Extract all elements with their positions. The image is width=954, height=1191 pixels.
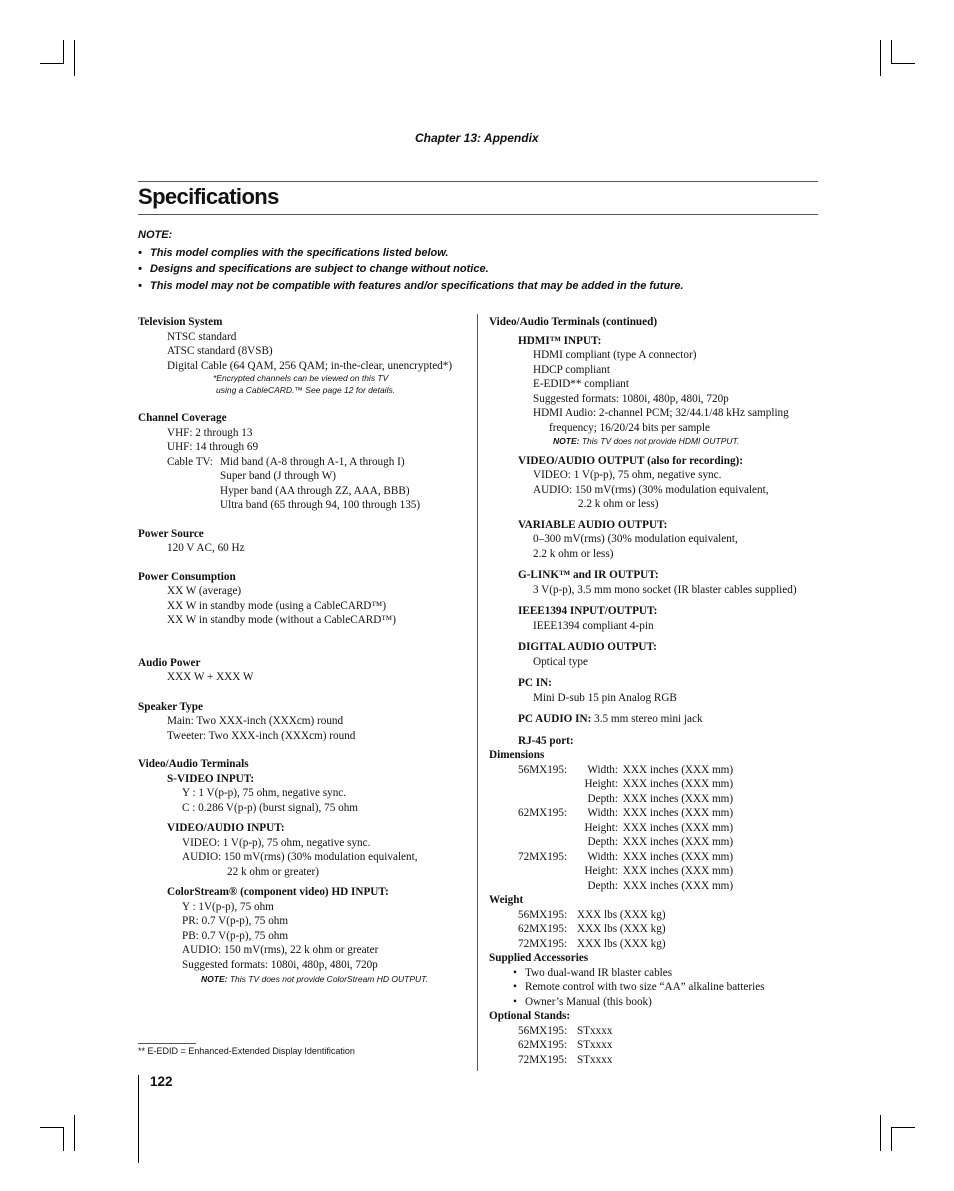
- crop-mark: [891, 1127, 892, 1151]
- dim-label: Depth:: [587, 836, 618, 848]
- spec-label: Cable TV:: [167, 455, 213, 468]
- dimension-row: [489, 792, 819, 807]
- model-label: 62MX195:: [518, 807, 568, 819]
- note-bullet-text: This model may not be compatible with features and/or specifications that may be added in the future.: [150, 280, 684, 292]
- subsection-heading: IEEE1394 INPUT/OUTPUT:: [518, 605, 658, 617]
- crop-mark: [63, 40, 64, 64]
- subsection-heading: VARIABLE AUDIO OUTPUT:: [518, 518, 668, 531]
- model-label: 72MX195:: [518, 937, 568, 950]
- note-bullet: • This model complies with the specifications listed below.: [138, 247, 449, 259]
- spec-line: VHF: 2 through 13: [167, 426, 253, 439]
- dimension-row: [489, 864, 819, 879]
- footnote: ** E-EDID = Enhanced-Extended Display Identification: [138, 1046, 355, 1056]
- spec-value: Mid band (A-8 through A-1, A through I): [220, 455, 405, 468]
- dim-value: XXX inches (XXX mm): [622, 792, 734, 805]
- spec-note: [489, 436, 819, 448]
- dim-label: Width:: [587, 763, 618, 776]
- dim-value: XXX inches (XXX mm): [622, 763, 734, 776]
- page-title: Specifications: [138, 184, 279, 209]
- chapter-label: Chapter 13: Appendix: [415, 131, 539, 145]
- spec-line: Super band (J through W): [220, 470, 336, 482]
- weight-value: XXX lbs (XXX kg): [577, 937, 666, 950]
- note-label: NOTE:: [201, 974, 228, 984]
- list-item: • Owner’s Manual (this book): [513, 995, 652, 1008]
- accessory-text: Owner’s Manual (this book): [525, 995, 652, 1008]
- spec-value: 3.5 mm stereo mini jack: [594, 713, 703, 725]
- crop-mark: [891, 1127, 915, 1128]
- spec-line: HDMI Audio: 2-channel PCM; 32/44.1/48 kHz sampling: [533, 407, 789, 419]
- spec-line: 22 k ohm or greater): [227, 865, 319, 878]
- section-heading: Weight: [489, 894, 524, 906]
- spec-line: Digital Cable (64 QAM, 256 QAM; in-the-clear, unencrypted*): [167, 359, 453, 372]
- title-rule-bottom: [138, 214, 818, 215]
- dim-value: XXX inches (XXX mm): [622, 865, 734, 877]
- list-item: • Remote control with two size “AA” alkaline batteries: [513, 981, 765, 993]
- spec-line: AUDIO: 150 mV(rms) (30% modulation equivalent,: [533, 483, 769, 496]
- subsection-heading: S-VIDEO INPUT:: [167, 772, 255, 785]
- spec-line: XX W (average): [167, 585, 242, 597]
- crop-mark: [74, 40, 75, 76]
- note-bullet: • This model may not be compatible with features and/or specifications that may be added in the future.: [138, 280, 684, 292]
- subsection-heading: VIDEO/AUDIO OUTPUT (also for recording):: [518, 454, 743, 467]
- note-bullet-text: This model complies with the specifications listed below.: [150, 247, 449, 259]
- spec-line: Suggested formats: 1080i, 480p, 480i, 720p: [182, 958, 378, 971]
- column-divider: [477, 314, 478, 1071]
- spec-line: PR: 0.7 V(p-p), 75 ohm: [182, 915, 289, 927]
- spec-line: HDMI compliant (type A connector): [533, 349, 697, 361]
- section-heading: Television System: [138, 316, 223, 328]
- note-text: This TV does not provide HDMI OUTPUT.: [581, 436, 740, 446]
- weight-value: XXX lbs (XXX kg): [577, 908, 666, 921]
- stand-value: STxxxx: [577, 1039, 613, 1051]
- spec-line: XX W in standby mode (without a CableCARD™): [167, 614, 396, 626]
- dim-value: XXX inches (XXX mm): [622, 879, 734, 892]
- model-label: 56MX195:: [518, 1024, 568, 1037]
- note-bullet: • Designs and specifications are subject to change without notice.: [138, 263, 489, 275]
- section-heading: Speaker Type: [138, 700, 203, 713]
- dim-label: Width:: [587, 850, 618, 863]
- dim-label: Width:: [587, 807, 618, 819]
- weight-row: [489, 922, 819, 937]
- dimension-row: [489, 777, 819, 792]
- subsection-heading: DIGITAL AUDIO OUTPUT:: [518, 641, 657, 653]
- dimension-row: [489, 821, 819, 836]
- spec-line: 2.2 k ohm or less): [533, 547, 614, 560]
- section-heading: Power Consumption: [138, 570, 236, 583]
- spec-line: VIDEO: 1 V(p-p), 75 ohm, negative sync.: [533, 469, 722, 481]
- model-label: 56MX195:: [518, 763, 568, 776]
- dim-value: XXX inches (XXX mm): [622, 850, 734, 863]
- model-label: 72MX195:: [518, 1053, 568, 1066]
- spec-line: Main: Two XXX-inch (XXXcm) round: [167, 715, 344, 727]
- model-label: 62MX195:: [518, 923, 568, 935]
- spec-line: Y : 1 V(p-p), 75 ohm, negative sync.: [182, 787, 347, 799]
- crop-mark: [880, 1115, 881, 1151]
- right-column: [489, 315, 819, 1067]
- spec-footnote: *Encrypted channels can be viewed on this TV: [213, 373, 389, 383]
- stand-row: [489, 1038, 819, 1053]
- subsection-heading: RJ-45 port:: [518, 734, 574, 747]
- spec-line: 3 V(p-p), 3.5 mm mono socket (IR blaster cables supplied): [533, 583, 797, 596]
- section-heading: Supplied Accessories: [489, 952, 589, 964]
- page-number: 122: [150, 1074, 173, 1089]
- subsection-heading: HDMI™ INPUT:: [518, 334, 602, 347]
- section-heading: Dimensions: [489, 749, 545, 761]
- spec-line: UHF: 14 through 69: [167, 441, 259, 453]
- dimension-row: [489, 806, 819, 821]
- subsection-heading: PC AUDIO IN:: [518, 713, 592, 725]
- section-heading: Optional Stands:: [489, 1010, 571, 1022]
- spec-note: [138, 974, 473, 986]
- stand-value: STxxxx: [577, 1024, 613, 1037]
- spec-line: PB: 0.7 V(p-p), 75 ohm: [182, 929, 289, 942]
- spec-line: 0–300 mV(rms) (30% modulation equivalent,: [533, 533, 738, 545]
- dim-value: XXX inches (XXX mm): [622, 821, 734, 834]
- spec-line: ATSC standard (8VSB): [167, 345, 273, 357]
- spec-line: Tweeter: Two XXX-inch (XXXcm) round: [167, 729, 356, 742]
- spec-line: [138, 455, 473, 470]
- title-rule-top: [138, 181, 818, 182]
- dim-label: Height:: [584, 865, 618, 877]
- accessory-text: Remote control with two size “AA” alkaline batteries: [525, 981, 765, 993]
- subsection-heading: ColorStream® (component video) HD INPUT:: [167, 886, 389, 898]
- accessory-text: Two dual-wand IR blaster cables: [525, 966, 673, 979]
- dim-label: Depth:: [587, 879, 618, 892]
- subsection-heading: G-LINK™ and IR OUTPUT:: [518, 569, 659, 581]
- spec-line: Hyper band (AA through ZZ, AAA, BBB): [220, 484, 410, 497]
- model-label: 62MX195:: [518, 1039, 568, 1051]
- spec-line: HDCP compliant: [533, 363, 610, 376]
- spec-line: Suggested formats: 1080i, 480p, 480i, 720p: [533, 392, 729, 405]
- left-column: [138, 315, 473, 986]
- footnote-rule: [138, 1043, 196, 1044]
- weight-value: XXX lbs (XXX kg): [577, 923, 666, 935]
- spec-line: VIDEO: 1 V(p-p), 75 ohm, negative sync.: [182, 836, 371, 849]
- section-heading: Video/Audio Terminals (continued): [489, 316, 658, 328]
- spec-line: 2.2 k ohm or less): [578, 498, 659, 510]
- spec-line: Y : 1V(p-p), 75 ohm: [182, 900, 274, 913]
- section-heading: Channel Coverage: [138, 412, 227, 424]
- page-number-bar: [138, 1075, 139, 1163]
- spec-footnote: using a CableCARD.™ See page 12 for details.: [216, 384, 396, 395]
- model-label: 56MX195:: [518, 908, 568, 921]
- spec-line: Optical type: [533, 655, 588, 668]
- stand-row: [489, 1053, 819, 1068]
- crop-mark: [891, 40, 892, 64]
- crop-mark: [40, 1127, 64, 1128]
- dimension-row: [489, 850, 819, 865]
- spec-line: Mini D-sub 15 pin Analog RGB: [533, 691, 677, 704]
- dimension-row: [489, 763, 819, 778]
- spec-line: C : 0.286 V(p-p) (burst signal), 75 ohm: [182, 801, 358, 814]
- spec-line: NTSC standard: [167, 330, 237, 343]
- section-heading: Power Source: [138, 527, 204, 540]
- stand-value: STxxxx: [577, 1053, 613, 1066]
- spec-line: IEEE1394 compliant 4-pin: [533, 619, 654, 632]
- note-label: NOTE:: [138, 229, 173, 241]
- spec-line: E-EDID** compliant: [533, 378, 630, 390]
- list-item: • Two dual-wand IR blaster cables: [513, 966, 673, 979]
- section-heading: Audio Power: [138, 656, 201, 669]
- weight-row: [489, 908, 819, 923]
- spec-line: XX W in standby mode (using a CableCARD™): [167, 599, 387, 612]
- weight-row: [489, 937, 819, 952]
- section-heading: Video/Audio Terminals: [138, 758, 249, 770]
- dim-label: Height:: [584, 778, 618, 790]
- dim-value: XXX inches (XXX mm): [622, 807, 734, 819]
- subsection-heading: PC IN:: [518, 677, 552, 689]
- spec-line: Ultra band (65 through 94, 100 through 135): [220, 499, 421, 511]
- dim-value: XXX inches (XXX mm): [622, 778, 734, 790]
- note-label: NOTE:: [553, 436, 580, 446]
- crop-mark: [63, 1127, 64, 1151]
- dimension-row: [489, 879, 819, 894]
- dim-label: Depth:: [587, 792, 618, 805]
- spec-line: AUDIO: 150 mV(rms) (30% modulation equivalent,: [182, 851, 418, 863]
- dim-label: Height:: [584, 821, 618, 834]
- spec-line: 120 V AC, 60 Hz: [167, 542, 245, 554]
- subsection-heading: VIDEO/AUDIO INPUT:: [167, 822, 285, 834]
- spec-line: XXX W + XXX W: [167, 671, 254, 683]
- spec-line: [489, 712, 819, 727]
- crop-mark: [40, 63, 64, 64]
- spec-line: AUDIO: 150 mV(rms), 22 k ohm or greater: [182, 944, 379, 956]
- spec-line: frequency; 16/20/24 bits per sample: [549, 421, 710, 434]
- crop-mark: [880, 40, 881, 76]
- stand-row: [489, 1024, 819, 1039]
- crop-mark: [74, 1115, 75, 1151]
- dim-value: XXX inches (XXX mm): [622, 836, 734, 848]
- crop-mark: [891, 63, 915, 64]
- dimension-row: [489, 835, 819, 850]
- note-text: This TV does not provide ColorStream HD OUTPUT.: [229, 974, 428, 984]
- model-label: 72MX195:: [518, 850, 568, 863]
- note-bullet-text: Designs and specifications are subject to change without notice.: [150, 263, 489, 275]
